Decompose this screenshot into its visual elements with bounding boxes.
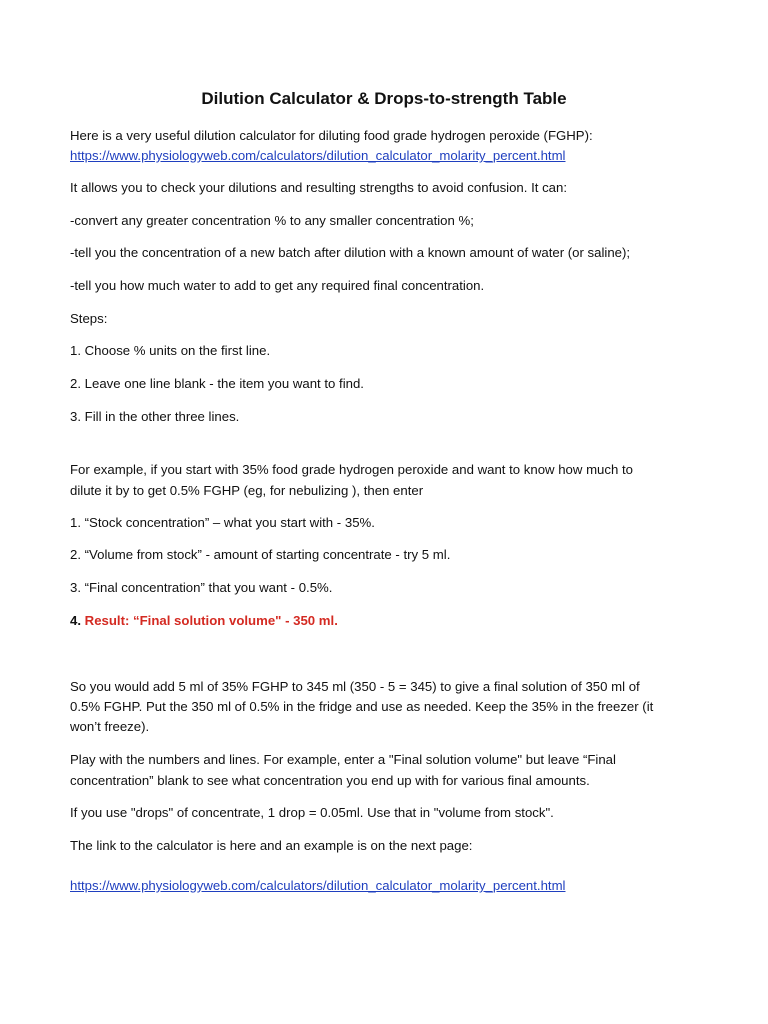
- play-text: concentration” blank to see what concentration you end up with for various final amounts.: [70, 773, 590, 788]
- can-item: -convert any greater concentration % to any smaller concentration %;: [70, 213, 474, 228]
- play-text: Play with the numbers and lines. For example, enter a "Final solution volume" but leave “Final: [70, 752, 616, 767]
- result-text: Result: “Final solution volume" - 350 ml.: [84, 613, 338, 628]
- step-item: 2. Leave one line blank - the item you want to find.: [70, 376, 364, 391]
- example-text: dilute it by to get 0.5% FGHP (eg, for nebulizing ), then enter: [70, 483, 424, 498]
- example-step: 3. “Final concentration” that you want - 0.5%.: [70, 580, 333, 595]
- example-step: 1. “Stock concentration” – what you start with - 35%.: [70, 515, 375, 530]
- calculator-link[interactable]: https://www.physiologyweb.com/calculators/dilution_calculator_molarity_percent.html: [70, 148, 566, 163]
- example-text: For example, if you start with 35% food grade hydrogen peroxide and want to know how much to: [70, 462, 633, 477]
- can-item: -tell you the concentration of a new batch after dilution with a known amount of water (or saline);: [70, 245, 631, 260]
- page-title: Dilution Calculator & Drops-to-strength Table: [201, 89, 567, 108]
- drops-text: If you use "drops" of concentrate, 1 drop = 0.05ml. Use that in "volume from stock".: [70, 805, 554, 820]
- step-item: 1. Choose % units on the first line.: [70, 343, 271, 358]
- steps-heading: Steps:: [70, 311, 108, 326]
- allows-text: It allows you to check your dilutions and resulting strengths to avoid confusion. It can:: [70, 180, 568, 195]
- link-intro-text: The link to the calculator is here and an example is on the next page:: [70, 838, 473, 853]
- so-text: 0.5% FGHP. Put the 350 ml of 0.5% in the fridge and use as needed. Keep the 35% in the freezer (it: [70, 699, 654, 714]
- result-number: 4.: [70, 613, 81, 628]
- step-item: 3. Fill in the other three lines.: [70, 409, 240, 424]
- example-step: 2. “Volume from stock” - amount of starting concentrate - try 5 ml.: [70, 547, 451, 562]
- can-item: -tell you how much water to add to get any required final concentration.: [70, 278, 485, 293]
- result-line: [70, 611, 338, 631]
- intro-text: Here is a very useful dilution calculator for diluting food grade hydrogen peroxide (FGHP):: [70, 128, 593, 143]
- so-text: So you would add 5 ml of 35% FGHP to 345 ml (350 - 5 = 345) to give a final solution of 350 ml of: [70, 679, 640, 694]
- so-text: won’t freeze).: [70, 719, 150, 734]
- calculator-link-bottom[interactable]: https://www.physiologyweb.com/calculators/dilution_calculator_molarity_percent.html: [70, 878, 566, 893]
